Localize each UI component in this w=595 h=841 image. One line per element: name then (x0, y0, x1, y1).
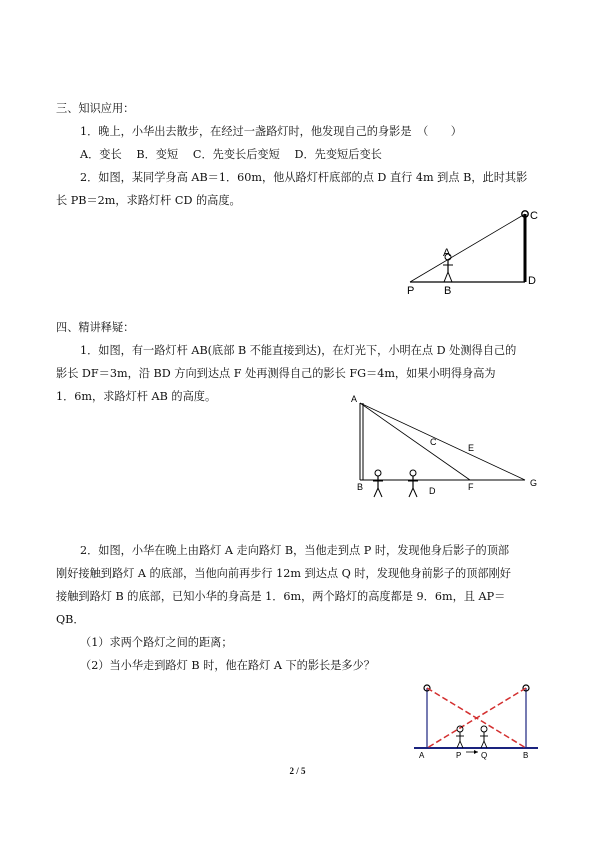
fig3-label-p: P (456, 751, 462, 760)
fig2-label-f: F (468, 482, 474, 492)
s4-q2-sub1: （1）求两个路灯之间的距离； (80, 636, 233, 649)
fig2-label-a: A (351, 394, 358, 404)
lamp-shadow-figure-2 (345, 393, 545, 503)
fig3-label-q: Q (481, 751, 488, 760)
fig2-label-b: B (357, 482, 364, 492)
s3-q2-line2: 长 PB＝2m，求路灯杆 CD 的高度。 (56, 194, 241, 207)
s3-q2-line1: 2．如图，某同学身高 AB＝1．60m，他从路灯杆底部的点 D 直行 4m 到点 B，此时其影 (80, 171, 528, 184)
s3-q1-text: 1．晚上，小华出去散步，在经过一盏路灯时，他发现自己的身影是 （ ） (80, 125, 462, 138)
s4-q1-line3: 1．6m，求路灯杆 AB 的高度。 (56, 390, 217, 403)
s4-q2-sub2: （2）当小华走到路灯 B 时，他在路灯 A 下的影长是多少？ (80, 659, 375, 672)
fig2-label-e: E (468, 443, 475, 453)
two-lamps-figure (408, 678, 543, 763)
fig1-label-d: D (528, 275, 536, 287)
page-number: 2 / 5 (289, 766, 306, 776)
s4-q1-line2: 影长 DF＝3m，沿 BD 方向到达点 F 处再测得自己的影长 FG＝4m，如果小明得身高为 (56, 367, 496, 380)
fig1-label-b: B (444, 285, 452, 297)
s4-q1-line1: 1．如图，有一路灯杆 AB(底部 B 不能直接到达)，在灯光下，小明在点 D 处测得自己的 (80, 344, 517, 357)
section3-heading: 三、知识应用： (56, 102, 135, 115)
fig3-label-b: B (523, 751, 529, 760)
fig1-label-p: P (407, 285, 415, 297)
s4-q2-line2: 刚好接触到路灯 A 的底部，当他向前再步行 12m 到达点 Q 时，发现他身前影子的顶部刚好 (56, 567, 511, 580)
fig2-label-c: C (430, 437, 437, 447)
s3-q1-options: A．变长 B．变短 C．先变长后变短 D．先变短后变长 (80, 148, 382, 161)
s4-q2-line4: QB． (56, 613, 85, 626)
fig1-label-a: A (443, 247, 451, 259)
s4-q2-line1: 2．如图，小华在晚上由路灯 A 走向路灯 B，当他走到点 P 时，发现他身后影子的顶部 (80, 544, 510, 557)
lamp-shadow-figure-1 (400, 205, 550, 297)
fig1-label-c: C (530, 210, 538, 222)
fig2-label-g: G (530, 478, 538, 488)
s4-q2-line3: 接触到路灯 B 的底部，已知小华的身高是 1．6m，两个路灯的高度都是 9．6m，且 AP＝ (56, 590, 506, 603)
fig2-label-d: D (429, 486, 436, 496)
section4-heading: 四、精讲释疑： (56, 321, 135, 334)
fig3-label-a: A (419, 751, 425, 760)
